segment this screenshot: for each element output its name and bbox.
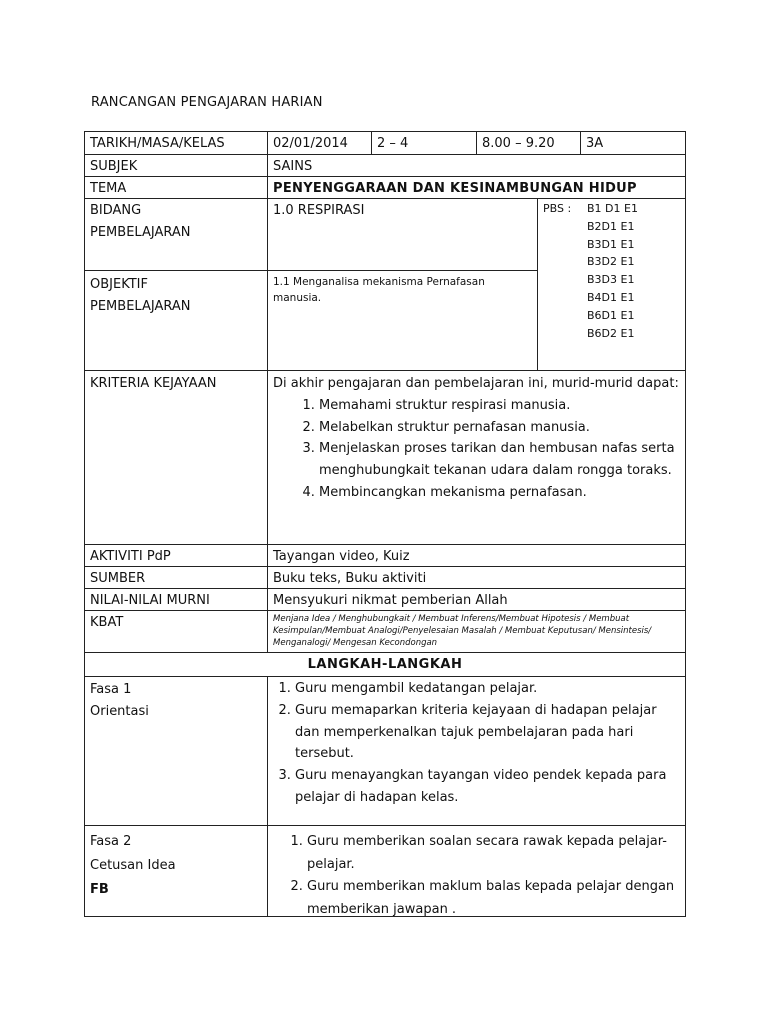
langkah-heading: LANGKAH-LANGKAH: [84, 652, 686, 676]
fasa2-steps: [267, 825, 686, 917]
tema-value: PENYENGGARAAN DAN KESINAMBUNGAN HIDUP: [267, 176, 686, 198]
objektif-label: [84, 270, 267, 370]
pbs-code: B2D1 E1: [587, 219, 635, 233]
class-cell: 3A: [580, 131, 686, 154]
pbs-code: B3D3 E1: [587, 273, 635, 287]
document-title: RANCANGAN PENGAJARAN HARIAN: [91, 95, 323, 110]
time-cell: 8.00 – 9.20: [476, 131, 580, 154]
kriteria-item: 3. Menjelaskan proses tarikan dan hembusan nafas serta menghubungkait tekanan udara dalam rongga toraks.: [319, 438, 680, 482]
tarikh-label: TARIKH/MASA/KELAS: [84, 131, 267, 154]
aktiviti-value: Tayangan video, Kuiz: [267, 544, 686, 566]
pbs-block: [543, 200, 683, 342]
aktiviti-label: AKTIVITI PdP: [84, 544, 267, 566]
fasa2-step: 2. Guru memberikan maklum balas kepada pelajar dengan memberikan jawapan .: [307, 876, 680, 921]
kbat-label: KBAT: [84, 610, 267, 652]
kriteria-intro: Di akhir pengajaran dan pembelajaran ini, murid-murid dapat:: [273, 376, 679, 391]
period-cell: 2 – 4: [371, 131, 476, 154]
tema-label: TEMA: [84, 176, 267, 198]
kriteria-item: 1. Memahami struktur respirasi manusia.: [319, 395, 680, 417]
fasa2-label: [84, 825, 267, 917]
objektif-label-line1: OBJEKTIF: [90, 277, 148, 292]
objektif-value-line2: manusia.: [273, 292, 322, 304]
bidang-value: 1.0 RESPIRASI: [267, 198, 537, 270]
fasa1-step: 2. Guru memaparkan kriteria kejayaan di hadapan pelajar dan memperkenalkan tajuk pembelajaran pada hari tersebut.: [295, 700, 680, 765]
fasa1-list: [273, 678, 680, 809]
pbs-prefix: PBS :: [543, 202, 572, 215]
fasa2-sub: Cetusan Idea: [90, 858, 176, 873]
kriteria-item: 4. Membincangkan mekanisma pernafasan.: [319, 482, 680, 504]
fasa1-steps: [267, 676, 686, 825]
fasa1-label: [84, 676, 267, 825]
fasa2-list: [273, 831, 680, 921]
pbs-code: B1 D1 E1: [587, 202, 638, 215]
fasa2-step: 1. Guru memberikan soalan secara rawak kepada pelajar-pelajar.: [307, 831, 680, 876]
objektif-value: [267, 270, 537, 370]
pbs-code: B3D1 E1: [587, 237, 635, 251]
sumber-label: SUMBER: [84, 566, 267, 588]
fasa1-step: 1. Guru mengambil kedatangan pelajar.: [295, 678, 680, 700]
fasa1-step: 3. Guru menayangkan tayangan video pendek kepada para pelajar di hadapan kelas.: [295, 765, 680, 809]
pbs-code: B6D1 E1: [587, 308, 635, 322]
kriteria-label: KRITERIA KEJAYAAN: [84, 370, 267, 544]
objektif-value-line1: 1.1 Menganalisa mekanisma Pernafasan: [273, 276, 485, 288]
date-cell: 02/01/2014: [267, 131, 371, 154]
nilai-label: NILAI-NILAI MURNI: [84, 588, 267, 610]
nilai-value: Mensyukuri nikmat pemberian Allah: [267, 588, 686, 610]
bidang-label: [84, 198, 267, 270]
pbs-code: B4D1 E1: [587, 290, 635, 304]
subjek-value: SAINS: [267, 154, 686, 176]
objektif-label-line2: PEMBELAJARAN: [90, 299, 191, 314]
subjek-label: SUBJEK: [84, 154, 267, 176]
pbs-codes: [587, 200, 638, 342]
fasa1-sub: Orientasi: [90, 704, 149, 719]
kriteria-item: 2. Melabelkan struktur pernafasan manusia.: [319, 417, 680, 439]
fasa2-tag: FB: [90, 882, 109, 897]
bidang-label-line2: PEMBELAJARAN: [90, 225, 191, 240]
kriteria-list: [273, 395, 680, 504]
fasa2-name: Fasa 2: [90, 834, 132, 849]
kriteria-value: [267, 370, 686, 544]
pbs-code: B6D2 E1: [587, 326, 635, 340]
sumber-value: Buku teks, Buku aktiviti: [267, 566, 686, 588]
fasa1-name: Fasa 1: [90, 682, 132, 697]
bidang-label-line1: BIDANG: [90, 203, 142, 218]
kbat-value: Menjana Idea / Menghubungkait / Membuat Inferens/Membuat Hipotesis / Membuat Kesimpulan/Membuat Analogi/Penyelesaian Masalah / Membuat Keputusan/ Mensintesis/ Menganalogi/ Mengesan Kecondongan: [267, 610, 686, 652]
pbs-code: B3D2 E1: [587, 255, 635, 269]
